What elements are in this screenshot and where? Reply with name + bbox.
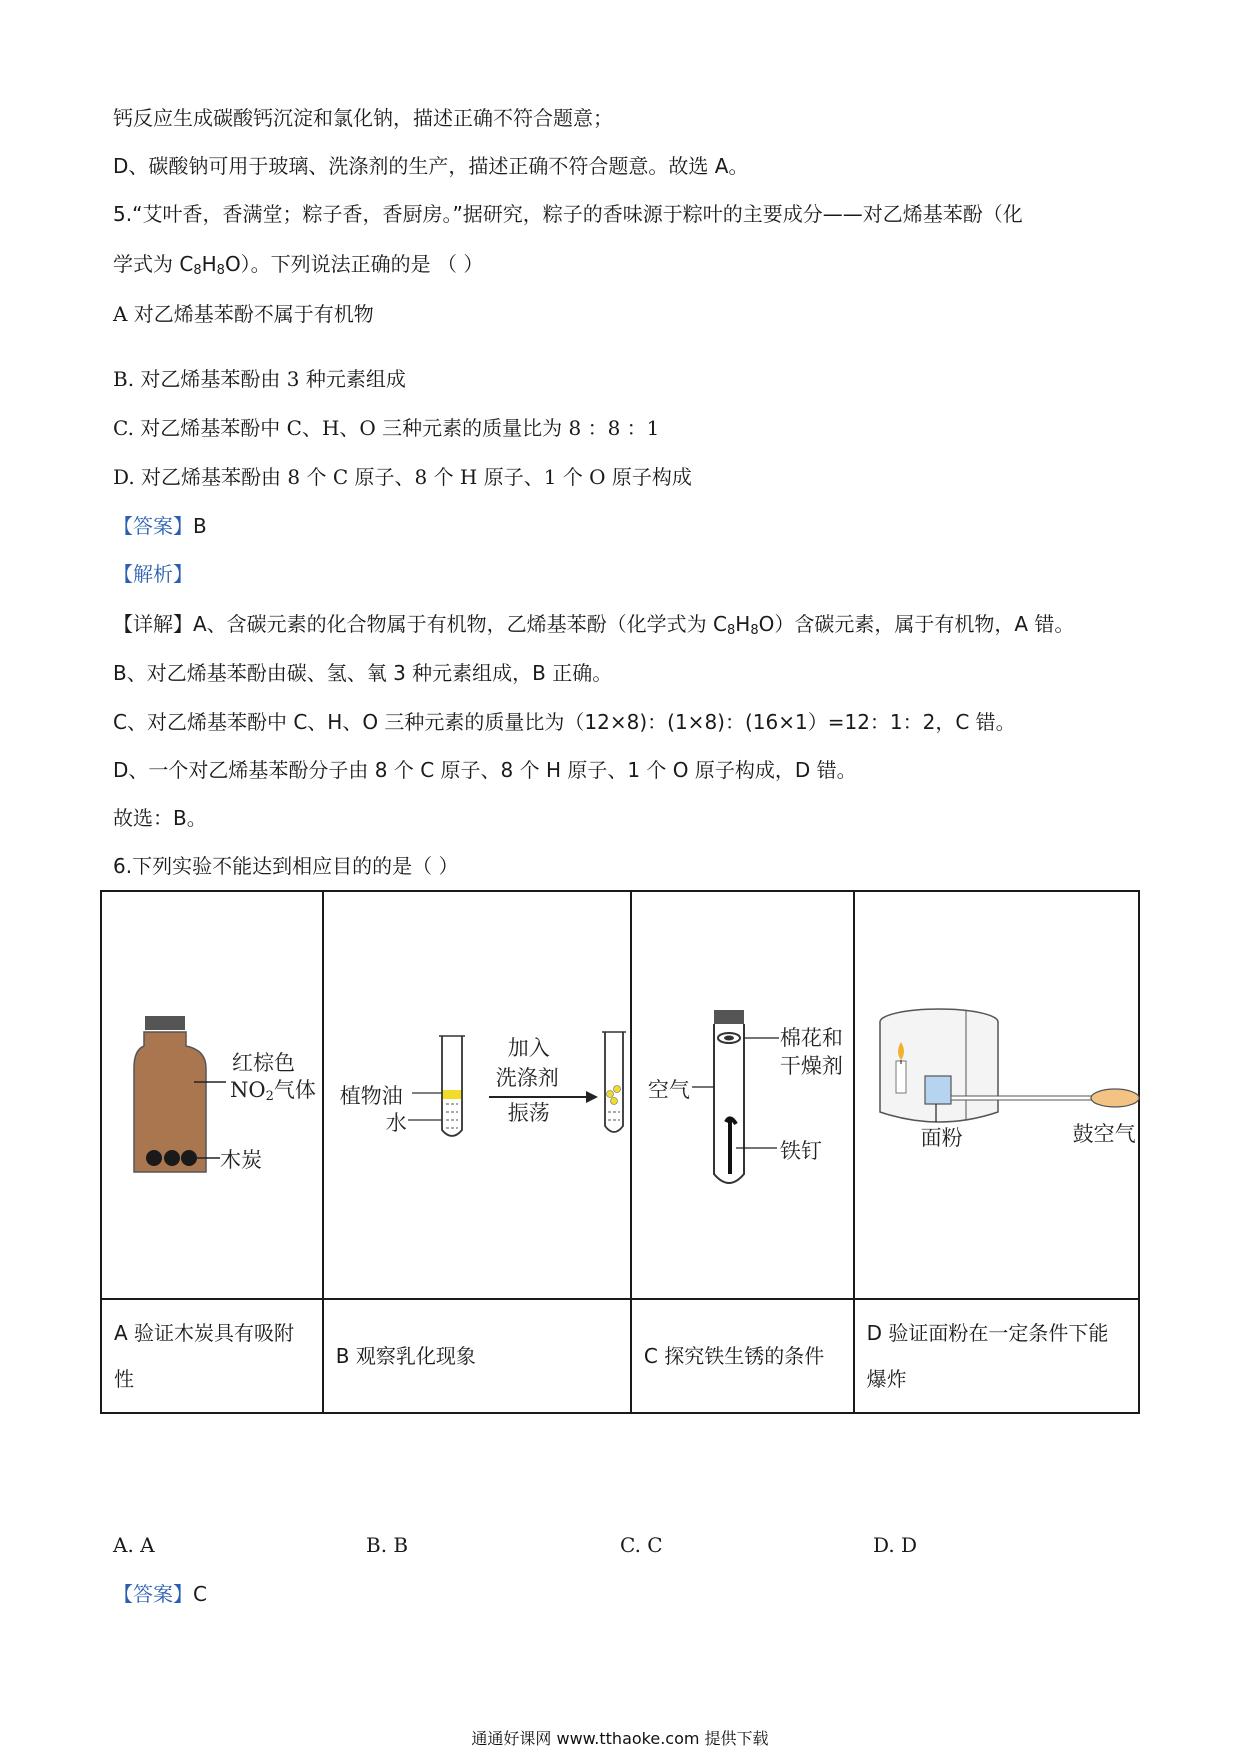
footer-text: 通通好课网 www.tthaoke.com 提供下载 (471, 1729, 769, 1748)
label-cotton: 棉花和 (779, 1026, 843, 1050)
question-5-stem: 5.“艾叶香，香满堂；粽子香，香厨房。”据研究，粽子的香味源于粽叶的主要成分——对乙烯基苯酚（化 (113, 202, 1023, 226)
caption-c: C 探究铁生锈的条件 (631, 1299, 854, 1413)
text-part: H (201, 252, 217, 276)
label-shake: 振荡 (507, 1101, 550, 1125)
label-add: 加入 (507, 1036, 550, 1060)
detail-line: C、对乙烯基苯酚中 C、H、O 三种元素的质量比为（12×8)：(1×8)：(16×1）=12：1：2，C 错。 (113, 710, 1016, 734)
answer-line (113, 512, 207, 540)
label-water: 水 (385, 1111, 407, 1135)
text-part: O）含碳元素，属于有机物，A 错。 (758, 612, 1075, 636)
label-iron-nail: 铁钉 (779, 1139, 822, 1163)
caption-b: B 观察乳化现象 (323, 1299, 631, 1413)
text-line: 钙反应生成碳酸钙沉淀和氯化钠，描述正确不符合题意； (113, 106, 613, 130)
q6-option-c: C. C (620, 1533, 663, 1557)
subscript: 8 (216, 263, 225, 278)
question-5-stem-cont (113, 250, 483, 285)
option-c: C. 对乙烯基苯酚中 C、H、O 三种元素的质量比为 8 ：8 ：1 (113, 416, 660, 440)
text-part: O）。下列说法正确的是 （ ） (224, 252, 484, 276)
figure-a-cell (101, 891, 323, 1299)
label-detergent: 洗涤剂 (495, 1066, 559, 1090)
detail-line: B、对乙烯基苯酚由碳、氢、氧 3 种元素组成，B 正确。 (113, 661, 613, 685)
subscript: 8 (750, 623, 759, 638)
detail-line: D、一个对乙烯基苯酚分子由 8 个 C 原子、8 个 H 原子、1 个 O 原子构成，D 错。 (113, 758, 857, 782)
text-part: H (735, 612, 751, 636)
label-red-brown: 红棕色 (232, 1051, 295, 1075)
label-charcoal: 木炭 (220, 1148, 262, 1172)
label-air: 空气 (647, 1078, 690, 1102)
answer-tag: 【答案】 (113, 514, 193, 538)
answer-value: C (193, 1582, 207, 1606)
caption-text: 性 (114, 1367, 134, 1391)
q6-answer-line (113, 1580, 207, 1608)
answer-tag: 【答案】 (113, 1582, 193, 1606)
caption-d (854, 1299, 1139, 1413)
caption-a (101, 1299, 323, 1413)
subscript: 2 (265, 1089, 274, 1104)
detail-line (113, 610, 1074, 645)
label-flour: 面粉 (920, 1126, 963, 1150)
caption-text: A 验证木炭具有吸附 (114, 1321, 295, 1345)
question-6-stem: 6.下列实验不能达到相应目的的是（ ） (113, 854, 459, 878)
option-d: D. 对乙烯基苯酚由 8 个 C 原子、8 个 H 原子、1 个 O 原子构成 (113, 465, 692, 489)
text-part: 气体 (273, 1078, 316, 1102)
q6-option-a: A. A (113, 1533, 155, 1557)
label-blow-air: 鼓空气 (1072, 1122, 1136, 1146)
text-part: 学式为 C (113, 252, 194, 276)
figure-d-cell (854, 891, 1139, 1299)
experiment-table (100, 890, 1140, 1414)
text-line: D、碳酸钠可用于玻璃、洗涤剂的生产，描述正确不符合题意。故选 A。 (113, 154, 749, 178)
flour-explosion-figure (855, 892, 1140, 1298)
caption-text: 爆炸 (866, 1367, 907, 1391)
text-part: 【详解】A、含碳元素的化合物属于有机物，乙烯基苯酚（化学式为 C (113, 612, 728, 636)
label-desiccant: 干燥剂 (779, 1054, 843, 1078)
subscript: 8 (727, 623, 736, 638)
analysis-tag: 【解析】 (113, 562, 193, 586)
q6-option-d: D. D (873, 1533, 918, 1557)
answer-value: B (193, 514, 207, 538)
option-b: B. 对乙烯基苯酚由 3 种元素组成 (113, 367, 406, 391)
figure-c-cell (631, 891, 854, 1299)
figure-b-cell (323, 891, 631, 1299)
label-no2-gas (230, 1074, 316, 1104)
q6-option-b: B. B (366, 1533, 409, 1557)
caption-text: D 验证面粉在一定条件下能 (866, 1321, 1109, 1345)
label-vegetable-oil: 植物油 (339, 1084, 403, 1108)
subscript: 8 (193, 263, 202, 278)
text-part: NO (230, 1078, 266, 1102)
option-a: A 对乙烯基苯酚不属于有机物 (113, 302, 374, 326)
detail-line: 故选：B。 (113, 806, 207, 830)
